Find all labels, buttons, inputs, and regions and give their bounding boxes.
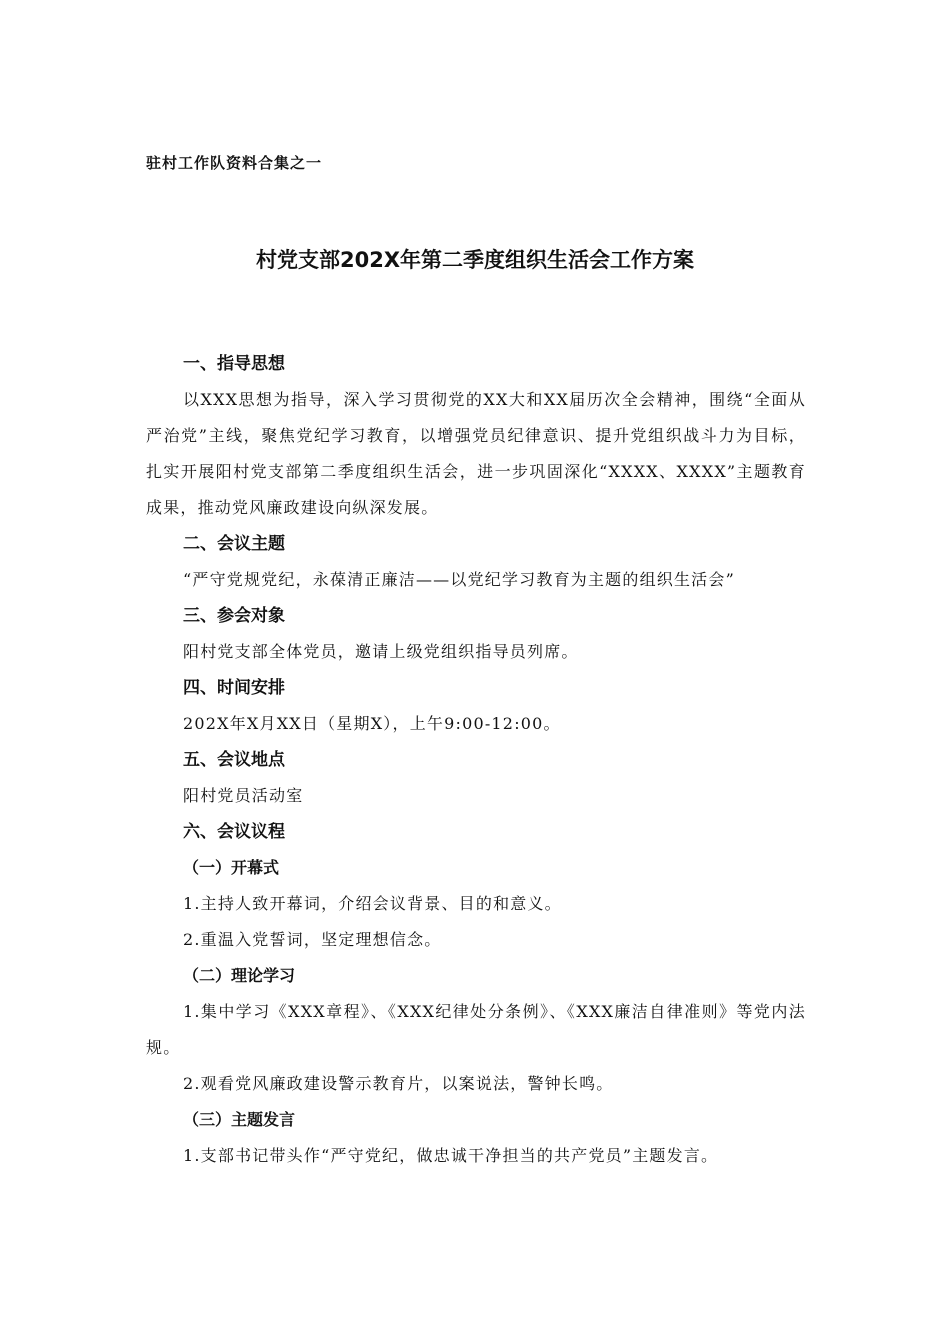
list-item: 2.观看党风廉政建设警示教育片，以案说法，警钟长鸣。 — [183, 1074, 614, 1093]
paragraph-guiding-ideology: 以XXX思想为指导，深入学习贯彻党的XX大和XX届历次全会精神，围绕“全面从严治党”主线，聚焦党纪学习教育，以增强党员纪律意识、提升党组织战斗力为目标，扎实开展阳村党支部第二季度组织生活会，进一步巩固深化“XXXX、XXXX”主题教育成果，推动党风廉政建设向纵深发展。 — [146, 390, 806, 517]
section-heading-participants: 三、参会对象 — [183, 606, 285, 626]
section-heading-guiding-ideology: 一、指导思想 — [183, 354, 285, 374]
section-heading-agenda: 六、会议议程 — [183, 822, 285, 842]
subsection-heading-keynote-speech: （三）主题发言 — [183, 1110, 296, 1129]
paragraph-schedule: 202X年X月XX日（星期X），上午9:00-12:00。 — [183, 714, 561, 733]
list-item: 1.集中学习《XXX章程》、《XXX纪律处分条例》、《XXX廉洁自律准则》等党内法规。 — [146, 1002, 806, 1057]
list-item: 1.主持人致开幕词，介绍会议背景、目的和意义。 — [183, 894, 562, 913]
paragraph-participants: 阳村党支部全体党员，邀请上级党组织指导员列席。 — [183, 642, 579, 661]
series-label: 驻村工作队资料合集之一 — [146, 154, 323, 172]
section-heading-schedule: 四、时间安排 — [183, 678, 285, 698]
paragraph-venue: 阳村党员活动室 — [183, 786, 304, 805]
list-item: 2.重温入党誓词，坚定理想信念。 — [183, 930, 442, 949]
list-item: 1.支部书记带头作“严守党纪，做忠诚干净担当的共产党员”主题发言。 — [183, 1146, 719, 1165]
document-body — [146, 346, 806, 1174]
section-heading-meeting-theme: 二、会议主题 — [183, 534, 285, 554]
subsection-heading-theory-study: （二）理论学习 — [183, 966, 296, 985]
section-heading-venue: 五、会议地点 — [183, 750, 285, 770]
paragraph-meeting-theme: “严守党规党纪，永葆清正廉洁——以党纪学习教育为主题的组织生活会” — [183, 570, 735, 589]
subsection-heading-opening: （一）开幕式 — [183, 858, 280, 877]
document-title: 村党支部202X年第二季度组织生活会工作方案 — [255, 248, 695, 272]
